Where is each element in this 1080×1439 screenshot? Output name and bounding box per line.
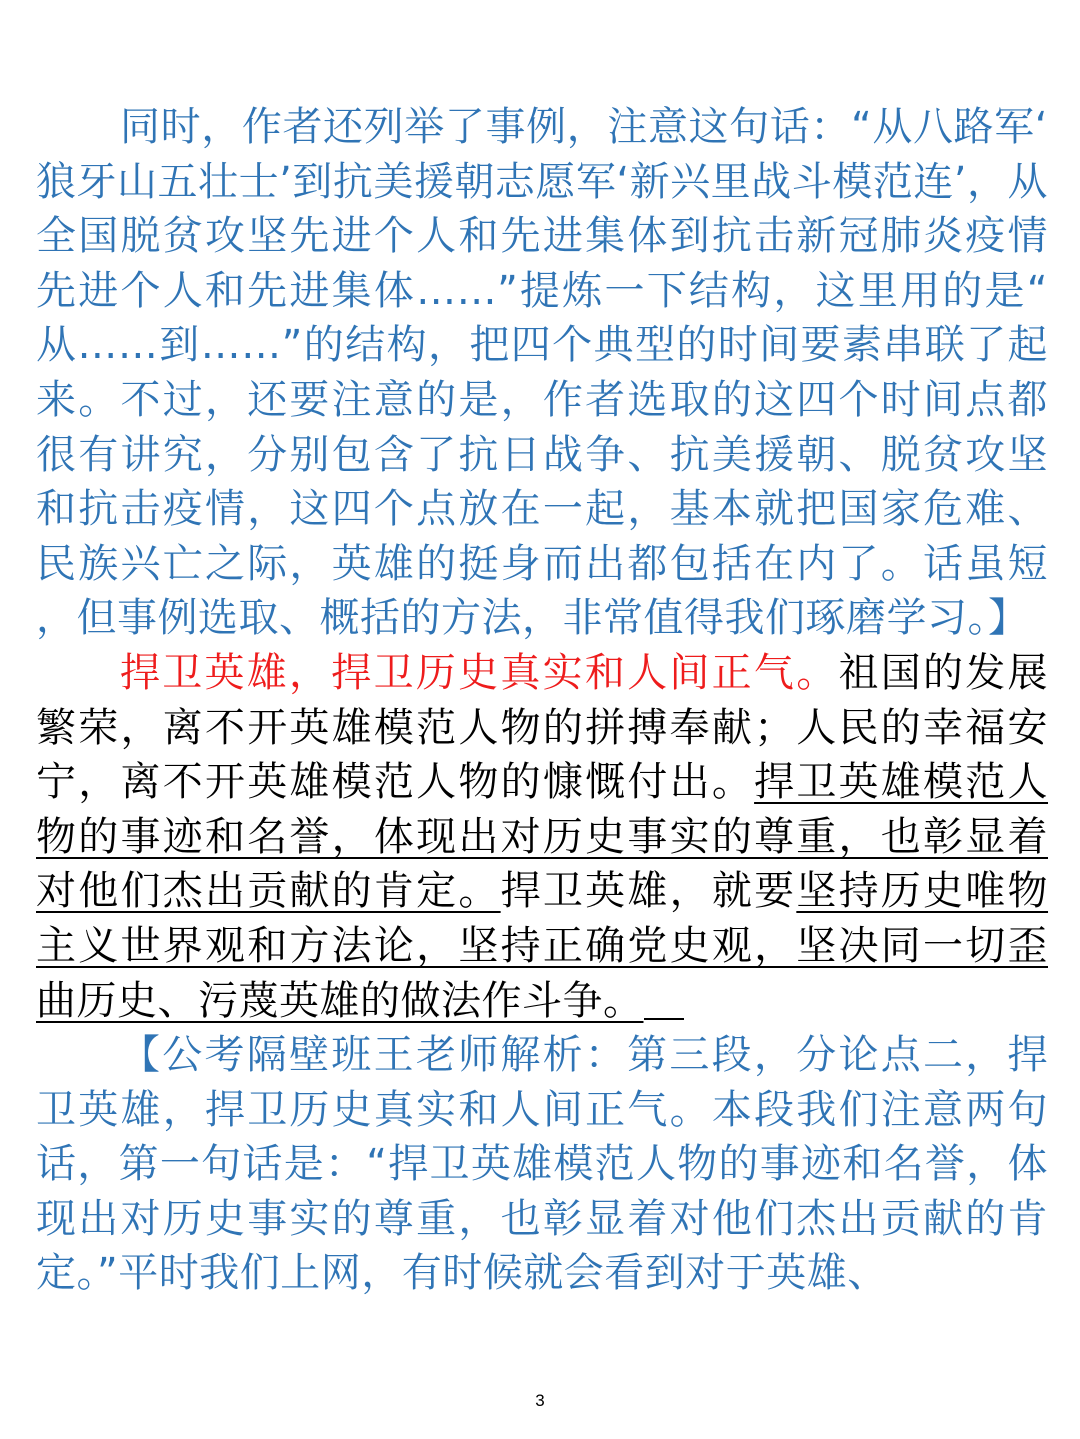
body-text-intro: 祖国的发展繁荣，离不开英雄模范人物的拼搏奉献；人民的幸福安宁，离不开英雄模范人物的慷慨付出。 xyxy=(36,649,1049,806)
analysis-paragraph-continued xyxy=(36,100,1048,646)
analysis-text-1: 同时，作者还列举了事例，注意这句话：“从八路军‘狼牙山五壮士’到抗美援朝志愿军‘新兴里战斗模范连’，从全国脱贫攻坚先进个人和先进集体到抗击新冠肺炎疫情先进个人和先进集体……”提炼一下结构，这里用的是“从……到……”的结构，把四个典型的时间要素串联了起来。不过，还要注意的是，作者选取的这四个时间点都很有讲究，分别包含了抗日战争、抗美援朝、脱贫攻坚和抗击疫情，这四个点放在一起，基本就把国家危难、民族兴亡之际，英雄的挺身而出都包括在内了。话虽短，但事例选取、概括的方法，非常值得我们琢磨学习。】 xyxy=(36,104,1048,642)
underline-tail xyxy=(644,1017,684,1020)
main-body-paragraph xyxy=(36,646,1048,1028)
body-text-middle: 捍卫英雄，就要 xyxy=(500,868,797,915)
analysis-paragraph xyxy=(36,1028,1048,1301)
document-page xyxy=(36,100,1048,1301)
underlined-key-sentence-2: 坚持历史唯物主义世界观和方法论，坚持正确党史观，坚决同一切歪曲历史、污蔑英雄的做法作斗争。 xyxy=(36,868,1049,1024)
analysis-text-2: 【公考隔壁班王老师解析：第三段，分论点二，捍卫英雄，捍卫历史真实和人间正气。本段我们注意两句话，第一句话是：“捍卫英雄模范人物的事迹和名誉，体现出对历史事实的尊重，也彰显着对他们杰出贡献的肯定。”平时我们上网，有时候就会看到对于英雄、 xyxy=(36,1032,1048,1297)
section-heading-red: 捍卫英雄，捍卫历史真实和人间正气。 xyxy=(120,649,839,696)
page-number: 3 xyxy=(535,1391,545,1410)
underlined-key-sentence-1: 捍卫英雄模范人物的事迹和名誉，体现出对历史事实的尊重，也彰显着对他们杰出贡献的肯定。 xyxy=(36,759,1049,915)
